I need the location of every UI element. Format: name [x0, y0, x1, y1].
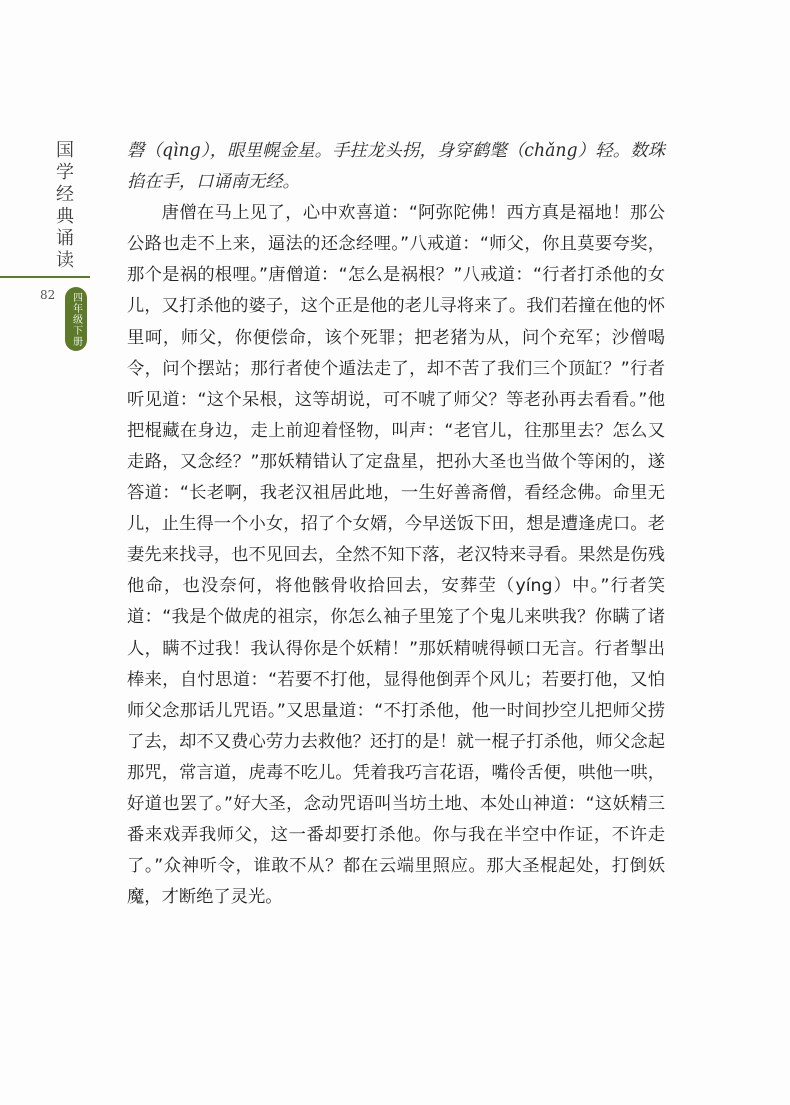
series-title: 国学经典诵读	[53, 140, 74, 272]
paragraph-continued: 磬（qìng），眼里幌金星。手拄龙头拐，身穿鹤氅（chǎng）轻。数珠掐在手，口诵南无经。	[127, 141, 665, 193]
grade-badge: 四年级下册	[65, 287, 87, 351]
paragraph-main: 唐僧在马上见了，心中欢喜道：“阿弥陀佛！西方真是福地！那公公路也走不上来，逼法的还念经哩。”八戒道：“师父，你且莫要夸奖，那个是祸的根哩。”唐僧道：“怎么是祸根？”八戒道：“行者打杀他的女儿，又打杀他的婆子，这个正是他的老儿寻将来了。我们若撞在他的怀里呵，师父，你便偿命，该个死罪；把老猪为从，问个充军；沙僧喝令，问个摆站；那行者使个遁法走了，却不苦了我们三个顶缸？”行者听见道：“这个呆根，这等胡说，可不唬了师父？等老孙再去看看。”他把棍藏在身边，走上前迎着怪物，叫声：“老官儿，往那里去？怎么又走路，又念经？”那妖精错认了定盘星，把孙大圣也当做个等闲的，遂答道：“长老啊，我老汉祖居此地，一生好善斋僧，看经念佛。命里无儿，止生得一个小女，招了个女婿，今早送饭下田，想是遭逢虎口。老妻先来找寻，也不见回去，全然不知下落，老汉特来寻看。果然是伤残他命，也没奈何，将他骸骨收拾回去，安葬茔（yíng）中。”行者笑道：“我是个做虎的祖宗，你怎么袖子里笼了个鬼儿来哄我？你瞒了诸人，瞒不过我！我认得你是个妖精！”那妖精唬得顿口无言。行者掣出棒来，自忖思道：“若要不打他，显得他倒弄个风儿；若要打他，又怕师父念那话儿咒语。”又思量道：“不打杀他，他一时间抄空儿把师父捞了去，却不又费心劳力去救他？还打的是！就一棍子打杀他，师父念起那咒，常言道，虎毒不吃儿。凭着我巧言花语，嘴伶舌便，哄他一哄，好道也罢了。”好大圣，念动咒语叫当坊土地、本处山神道：“这妖精三番来戏弄我师父，这一番却要打杀他。你与我在半空中作证，不许走了。”众神听令，谁敢不从？都在云端里照应。那大圣棍起处，打倒妖魔，才断绝了灵光。	[127, 203, 665, 908]
body-text	[127, 136, 665, 913]
page-number: 82	[40, 288, 56, 302]
margin-divider	[0, 276, 90, 278]
